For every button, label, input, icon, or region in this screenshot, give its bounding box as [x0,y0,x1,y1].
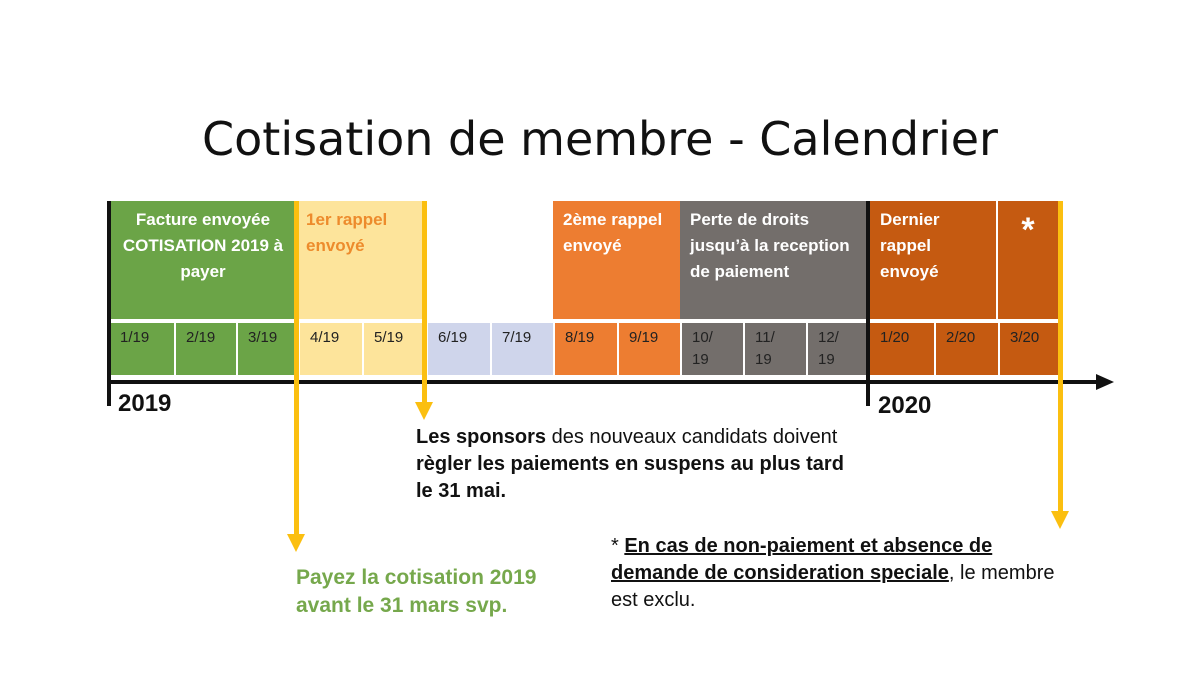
phase-rappel-2-label: 2ème rappel envoyé [563,210,663,255]
page-title: Cotisation de membre - Calendrier [202,112,998,166]
month-label: 1/20 [880,329,910,346]
deadline-march-arrow-line [294,201,299,535]
month-cell [743,323,806,375]
exclusion-note-rest: , le membre est exclu. [611,562,1055,611]
month-label: 1/19 [120,329,150,346]
month-cell [490,323,553,375]
phase-rappel-1-label: 1er rappel envoyé [306,210,388,255]
timeline-start-marker [107,201,111,406]
exclusion-note-condition: En cas de non-paiement et absence de demande de consideration speciale [611,535,993,584]
month-label: 7/19 [502,329,532,346]
month-cell [553,323,617,375]
phase-rappel-2 [553,201,680,319]
timeline-arrowhead [1096,374,1114,390]
month-label: 2/20 [946,329,976,346]
month-cell [998,323,1058,375]
phase-exclusion-star: * [1021,211,1035,249]
year-label-2019: 2019 [118,390,172,417]
month-label: 4/19 [310,329,340,346]
month-cell [298,323,362,375]
month-label: 12/ 19 [818,329,839,368]
phase-rappel-1 [296,201,424,319]
deadline-march-arrow-head [287,534,305,552]
exclusion-note-star: * [611,535,625,557]
month-cell [426,323,490,375]
month-label: 11/ 19 [755,329,775,368]
month-label: 3/20 [1010,329,1040,346]
month-label: 5/19 [374,329,404,346]
phase-facture [110,201,296,319]
month-cell [174,323,236,375]
month-label: 10/ 19 [692,329,713,368]
month-label: 9/19 [629,329,659,346]
month-cell [934,323,998,375]
month-cell [236,323,298,375]
phase-dernier-rappel-label: Dernier rappel envoyé [880,210,940,281]
deadline-may-arrow-line [422,201,427,403]
deadline-may-arrow-head [415,402,433,420]
timeline-2020-marker [866,201,870,406]
sponsors-note-deadline: règler les paiements en suspens au plus tard le 31 mai. [416,453,844,502]
month-cell [680,323,743,375]
month-cell [870,323,934,375]
month-label: 8/19 [565,329,595,346]
sponsors-note-bold: Les sponsors [416,426,547,448]
phase-perte-droits-label: Perte de droits jusqu’à la reception de paiement [690,210,850,281]
sponsors-note-text: des nouveaux candidats doivent [546,426,838,448]
timeline-axis [107,380,1099,384]
phase-dernier-rappel [870,201,996,319]
month-cell [806,323,868,375]
sponsors-note [416,424,846,505]
month-label: 6/19 [438,329,468,346]
phase-exclusion-marker [998,201,1058,319]
exclusion-note [611,533,1081,614]
month-cell [617,323,680,375]
month-label: 2/19 [186,329,216,346]
month-label: 3/19 [248,329,278,346]
phase-perte-droits [680,201,868,319]
year-label-2020: 2020 [878,392,932,419]
month-cell [110,323,174,375]
exclusion-arrow-head [1051,511,1069,529]
phase-facture-label: Facture envoyée COTISATION 2019 à payer [122,210,284,281]
exclusion-arrow-line [1058,201,1063,513]
payment-reminder: Payez la cotisation 2019 avant le 31 mars svp. [296,566,537,617]
month-cell [362,323,426,375]
